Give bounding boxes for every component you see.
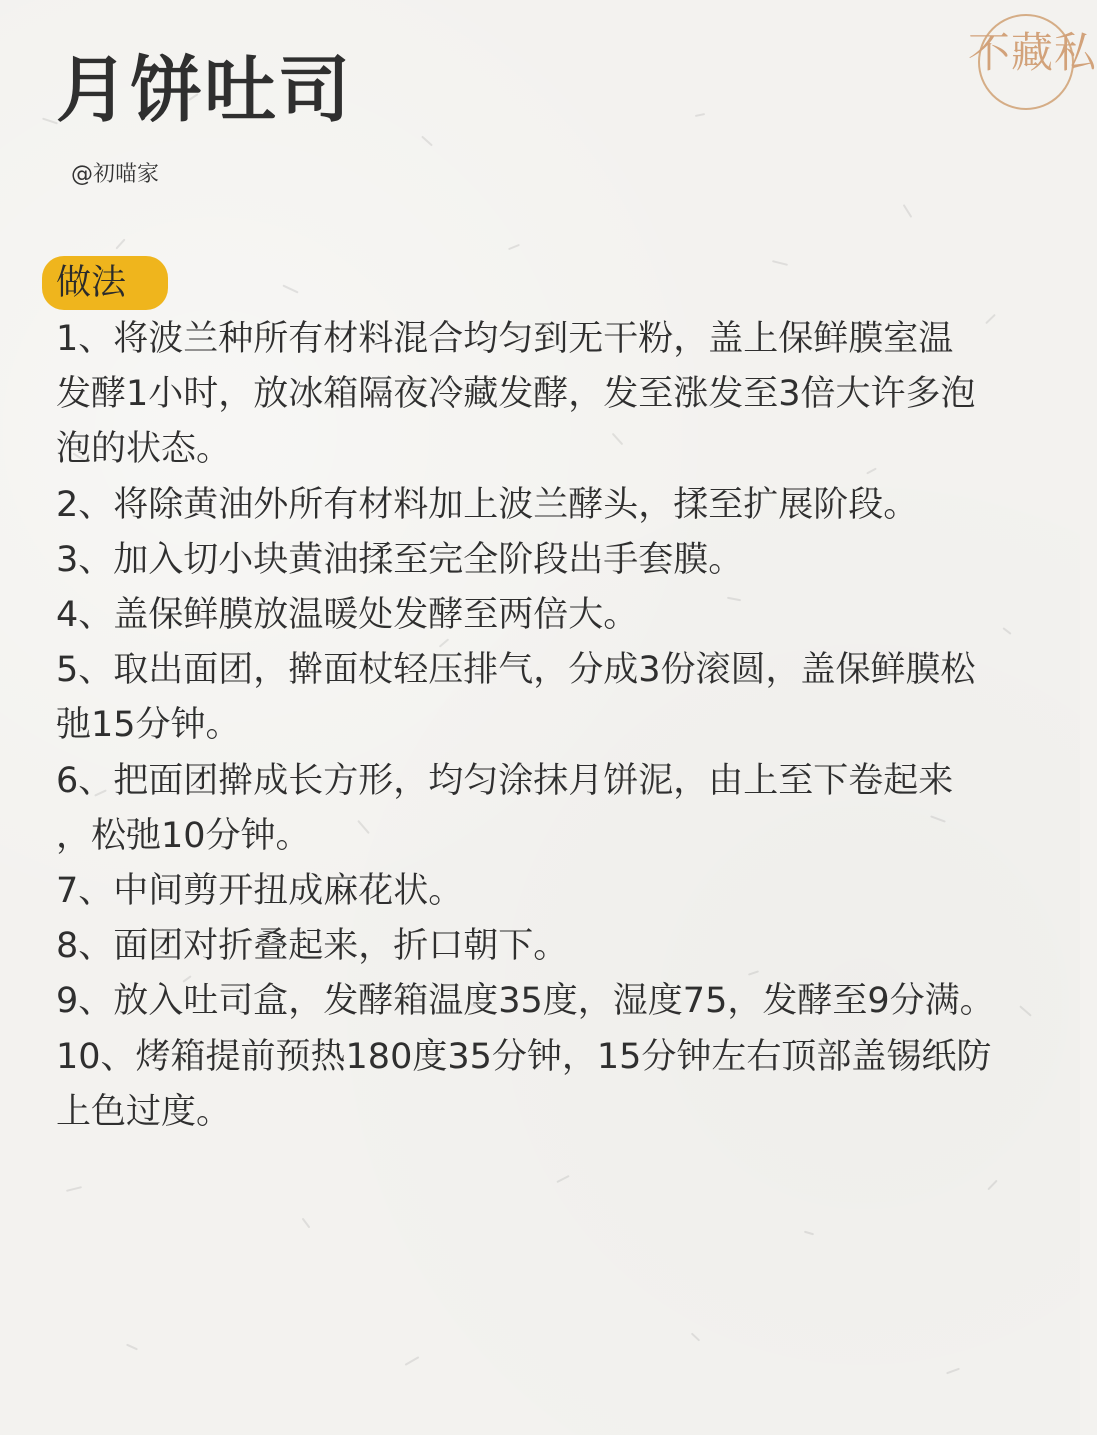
step-item: 8、面团对折叠起来，折口朝下。 <box>56 926 569 967</box>
author-handle: @初喵家 <box>71 162 160 187</box>
step-item: 6、把面团擀成长方形，均匀涂抹月饼泥，由上至下卷起来 ，松弛10分钟。 <box>56 760 954 856</box>
step-item: 7、中间剪开扭成麻花状。 <box>56 871 464 912</box>
method-label: 做法 <box>56 263 127 303</box>
step-item: 5、取出面团，擀面杖轻压排气，分成3份滚圆，盖保鲜膜松 弛15分钟。 <box>56 650 976 746</box>
step-item: 3、加入切小块黄油揉至完全阶段出手套膜。 <box>56 539 744 580</box>
step-item: 10、烤箱提前预热180度35分钟，15分钟左右顶部盖锡纸防 上色过度。 <box>56 1036 992 1132</box>
page-title: 月饼吐司 <box>56 48 353 132</box>
step-item: 1、将波兰种所有材料混合均匀到无干粉，盖上保鲜膜室温 发酵1小时，放冰箱隔夜冷藏发酵，发至涨发至3倍大许多泡 泡的状态。 <box>56 319 976 470</box>
watermark-text: 不藏私 <box>968 28 1097 77</box>
step-item: 4、盖保鲜膜放温暖处发酵至两倍大。 <box>56 595 639 636</box>
step-item: 9、放入吐司盒，发酵箱温度35度，湿度75，发酵至9分满。 <box>56 981 995 1022</box>
step-item: 2、将除黄油外所有材料加上波兰酵头，揉至扩展阶段。 <box>56 484 919 525</box>
steps-list <box>56 312 1046 1140</box>
method-badge <box>42 256 168 310</box>
